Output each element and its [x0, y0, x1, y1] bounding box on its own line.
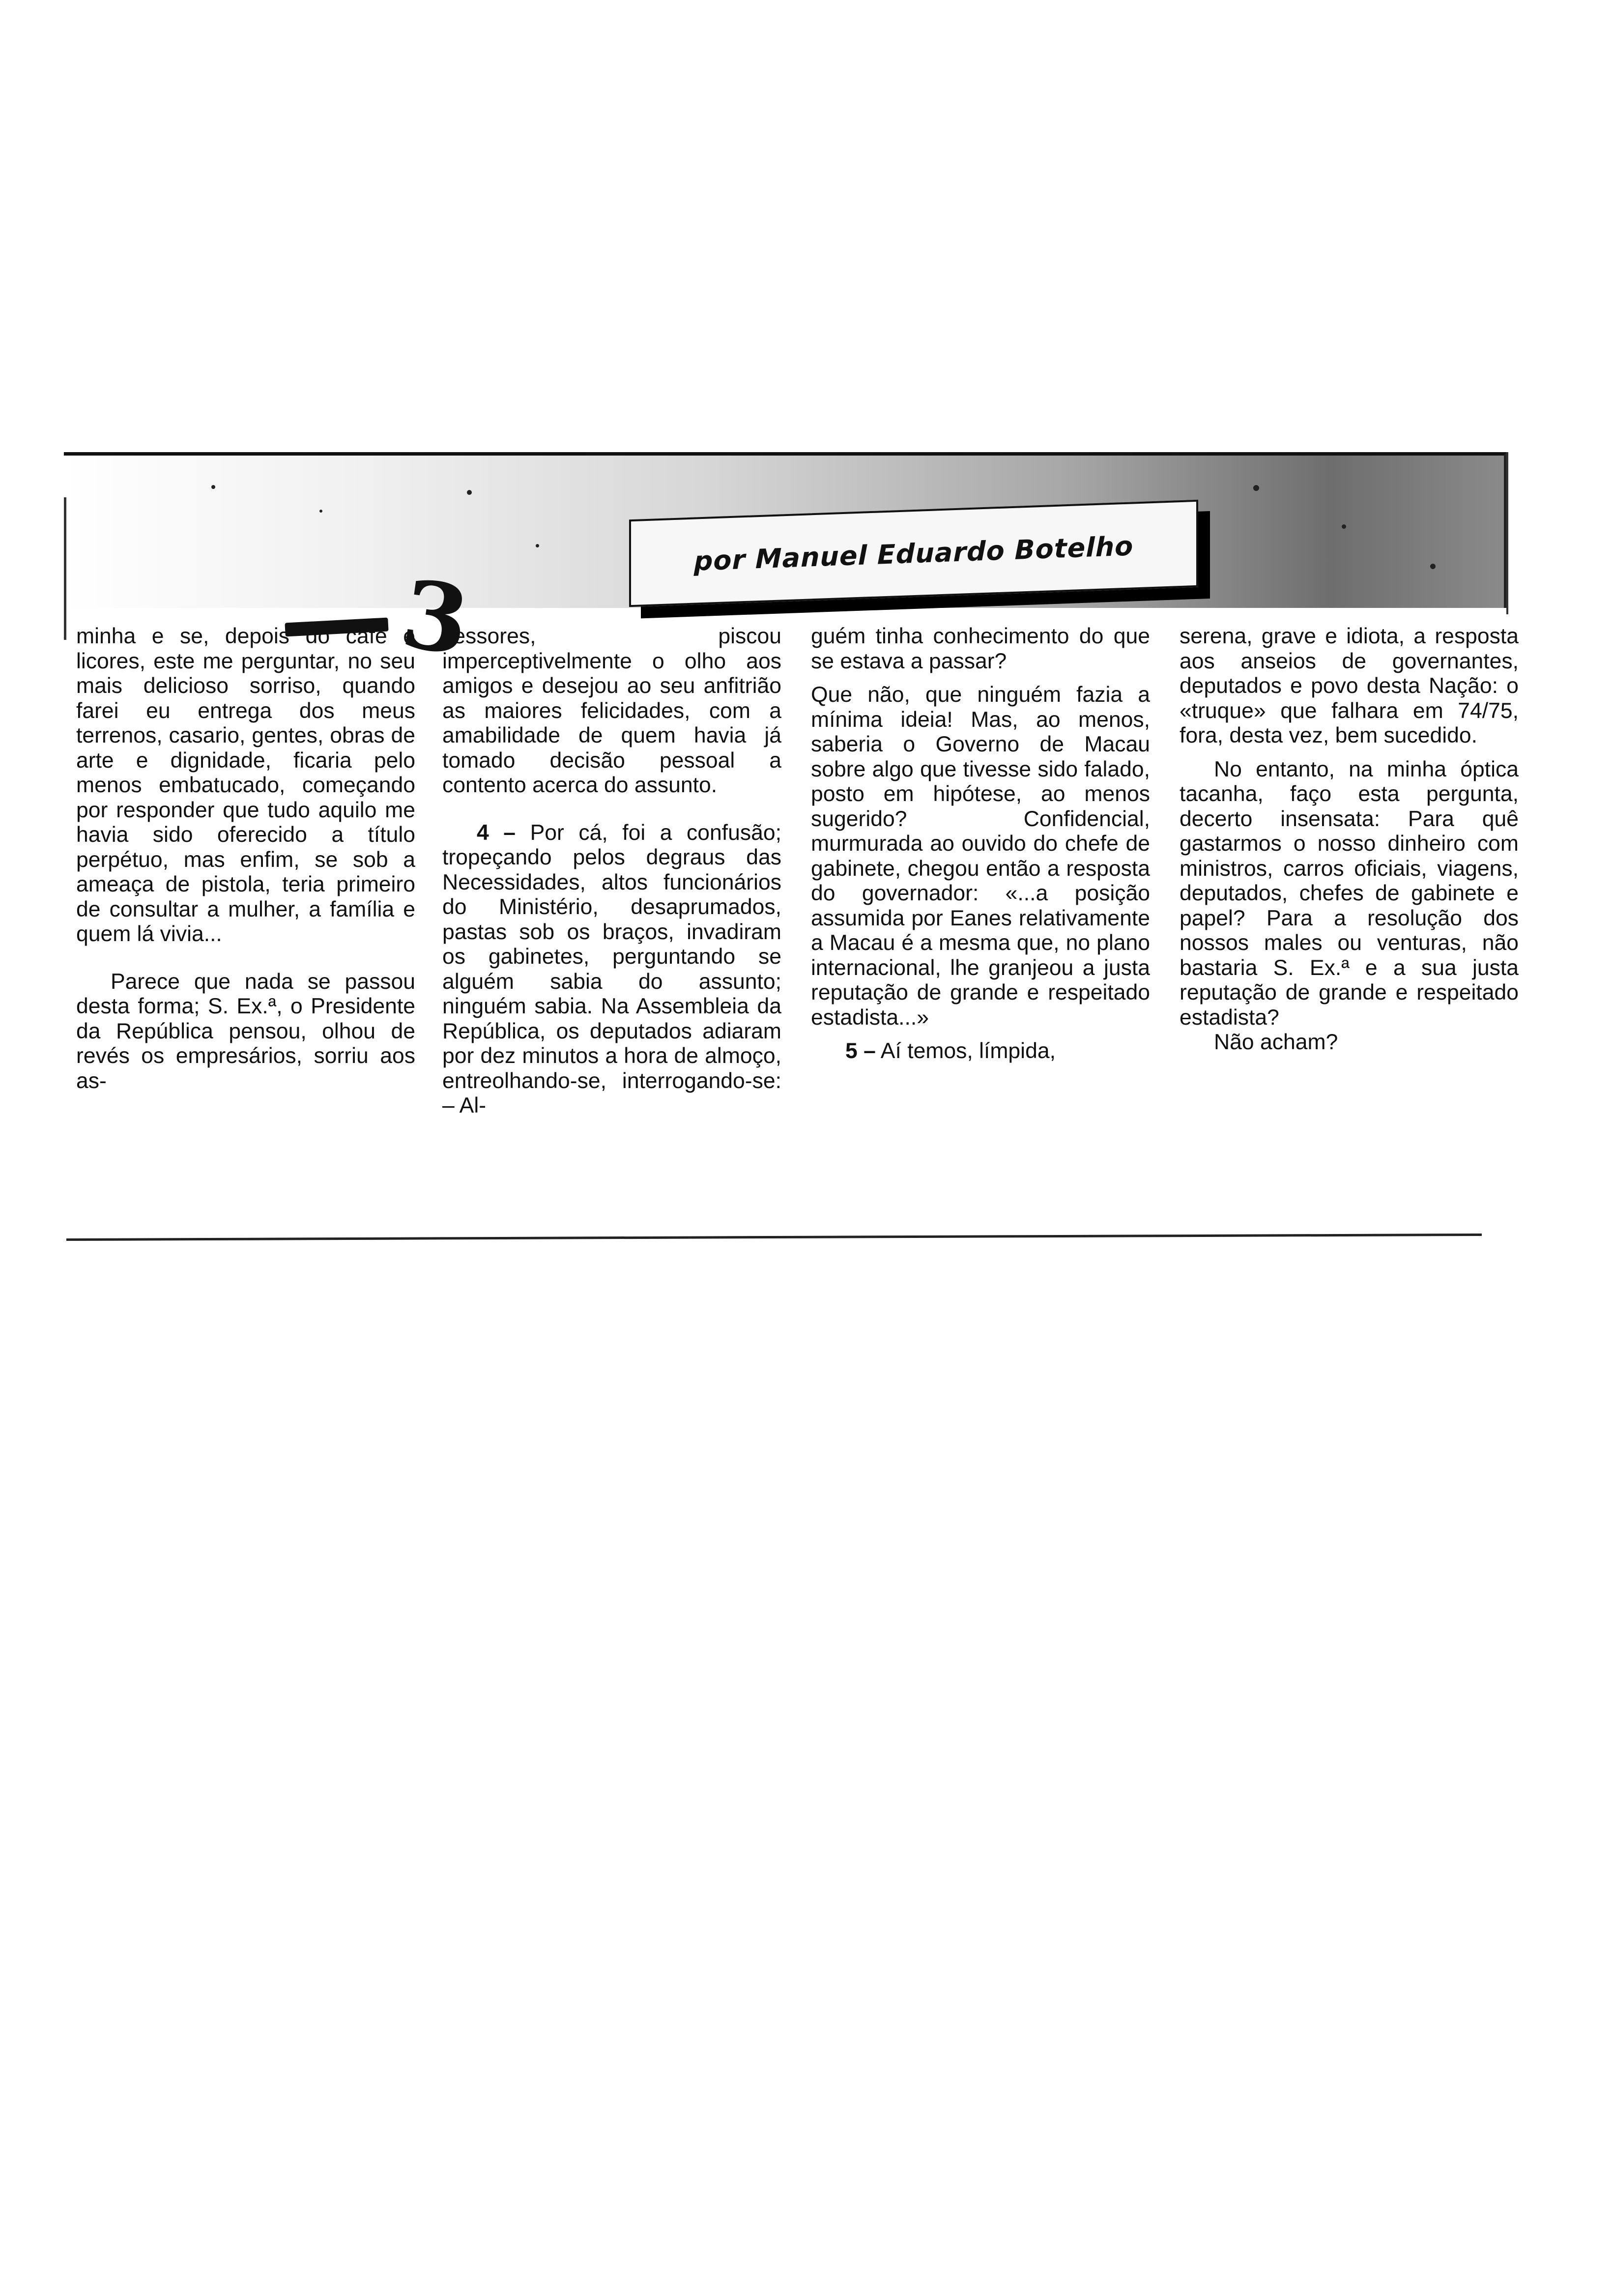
paragraph: serena, grave e idiota, a resposta aos anseios de governantes, deputados e povo desta Nação: o «truque» que falhara em 74/75, fora, desta vez, bem sucedido.: [1180, 624, 1519, 747]
paragraph-text: Aí temos, límpida,: [880, 1039, 1056, 1063]
byline-box: [629, 500, 1198, 607]
section-paragraph: [811, 1039, 1150, 1064]
banner-speck: [467, 490, 472, 495]
paragraph: No entanto, na minha óptica tacanha, faço esta pergunta, decerto insensata: Para quê gastarmos o nosso dinheiro com ministros, carros oficiais, viagens, deputados, chefes de gabinete e papel? Para a resolução dos nossos males ou venturas, não bastaria S. Ex.ª e a sua justa reputação de grande e respeitado estadista?: [1180, 757, 1519, 1030]
column-4: [1180, 624, 1519, 1055]
banner-speck: [1253, 485, 1259, 491]
column-1: [76, 624, 415, 1093]
section-paragraph: [442, 821, 781, 1119]
paragraph: minha e se, depois do café e licores, este me perguntar, no seu mais delicioso sorriso, quando farei eu entrega dos meus terrenos, casario, gentes, obras de arte e dignidade, ficaria pelo menos embatucado, começando por responder que tudo aquilo me havia sido oferecido a título perpétuo, mas enfim, se sob a ameaça de pistola, teria primeiro de consultar a mulher, a família e quem lá vivia...: [76, 624, 415, 946]
banner-speck: [211, 485, 215, 489]
paragraph: guém tinha conhecimento do que se estava a passar?: [811, 624, 1150, 673]
banner-speck: [1430, 564, 1436, 569]
right-edge-rule: [1506, 452, 1508, 614]
section-number: 4 –: [477, 820, 516, 845]
banner-speck: [319, 510, 322, 513]
banner-speck: [536, 544, 539, 547]
section-number: 5 –: [845, 1039, 876, 1063]
bottom-rule: [66, 1234, 1482, 1241]
paragraph: sessores, piscou imperceptivelmente o olho aos amigos e desejou ao seu anfitrião as maiores felicidades, com a amabilidade de quem havia já tomado decisão pessoal a contento acerca do assunto.: [442, 624, 781, 797]
newspaper-clipping: [59, 442, 1519, 1258]
byline: por Manuel Eduardo Botelho: [693, 530, 1134, 577]
paragraph: Parece que nada se passou desta forma; S. Ex.ª, o Presidente da República pensou, olhou de revés os empresários, sorriu aos as-: [76, 969, 415, 1093]
paragraph: Que não, que ninguém fazia a mínima ideia! Mas, ao menos, saberia o Governo de Macau sobre algo que tivesse sido falado, posto em hipótese, ao menos sugerido? Confidencial, murmurada ao ouvido do chefe de gabinete, chegou então a resposta do governador: «...a posição assumida por Eanes relativamente a Macau é a mesma que, no plano internacional, lhe granjeou a justa reputação de grande e respeitado estadista...»: [811, 683, 1150, 1030]
banner-speck: [1342, 524, 1346, 529]
column-3: [811, 624, 1150, 1064]
banner-left-rule: [64, 497, 66, 640]
paragraph-text: Por cá, foi a confusão; tropeçando pelos degraus das Necessidades, altos funcionários do Ministério, desaprumados, pastas sob os braços, invadiram os gabinetes, perguntando se alguém sabia do assunto; ninguém sabia. Na Assembleia da República, os deputados adiaram por dez minutos a hora de almoço, entreolhando-se, interrogando-se: – Al-: [442, 820, 781, 1118]
handwritten-number: 3: [396, 558, 476, 677]
paragraph: Não acham?: [1214, 1030, 1338, 1054]
column-2: [442, 624, 781, 1119]
